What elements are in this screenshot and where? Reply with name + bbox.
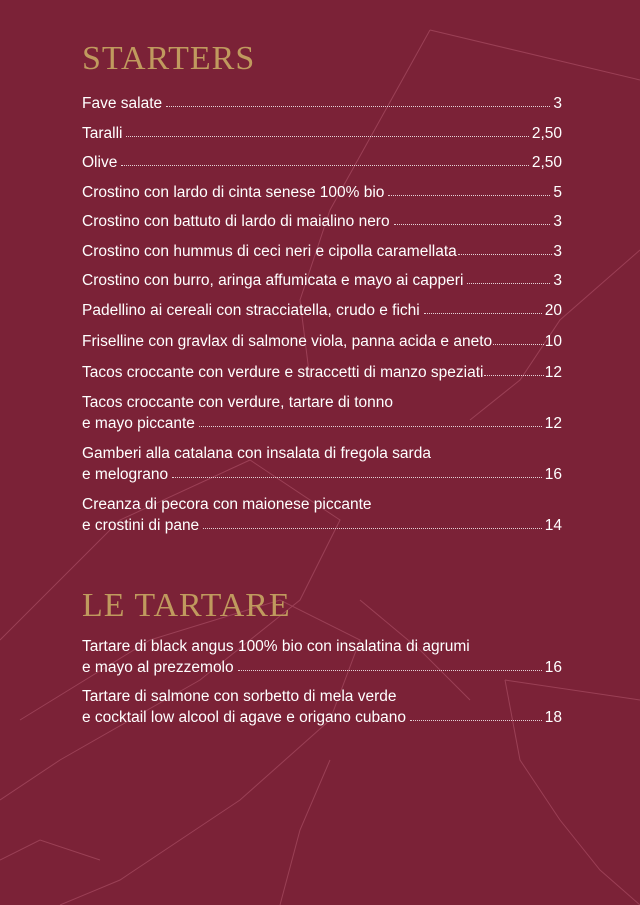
dot-leader	[388, 191, 550, 196]
dot-leader	[166, 102, 550, 107]
item-price: 16	[544, 466, 562, 483]
item-name: Tacos croccante con verdure e straccetti di manzo speziati	[82, 364, 484, 381]
item-name-line: Tartare di salmone con sorbetto di mela verde	[82, 688, 397, 705]
item-price: 12	[544, 364, 562, 381]
item-name: Friselline con gravlax di salmone viola, panna acida e aneto	[82, 333, 493, 350]
item-name: Fave salate	[82, 95, 163, 112]
item-price: 12	[544, 415, 562, 432]
tartare-heading: LE TARTARE	[82, 587, 291, 624]
dot-leader	[493, 340, 544, 345]
item-name: Olive	[82, 154, 118, 171]
item-name: Crostino con hummus di ceci neri e cipolla caramellata	[82, 243, 457, 260]
dot-leader	[203, 524, 542, 529]
menu-item	[82, 331, 562, 352]
dot-leader	[410, 716, 542, 721]
item-price: 3	[553, 272, 562, 289]
item-price: 20	[544, 302, 562, 319]
item-price: 10	[544, 333, 562, 350]
dot-leader	[126, 132, 528, 137]
item-price: 5	[553, 184, 562, 201]
item-price: 14	[544, 517, 562, 534]
dot-leader	[238, 666, 542, 671]
menu-item	[82, 182, 562, 203]
dot-leader	[199, 422, 542, 427]
item-price: 3	[553, 95, 562, 112]
menu-item	[82, 362, 562, 383]
dot-leader	[484, 371, 543, 376]
item-name-line: Creanza di pecora con maionese piccante	[82, 496, 372, 513]
item-price: 16	[544, 659, 562, 676]
item-name: e melograno	[82, 466, 169, 483]
menu-item	[82, 270, 562, 291]
item-name: Crostino con lardo di cinta senese 100% bio	[82, 184, 385, 201]
item-name: e cocktail low alcool di agave e origano cubano	[82, 709, 406, 726]
item-price: 18	[544, 709, 562, 726]
dot-leader	[458, 250, 553, 255]
item-price: 2,50	[531, 125, 562, 142]
dot-leader	[172, 473, 542, 478]
starters-heading: STARTERS	[82, 40, 256, 77]
menu-item	[82, 686, 562, 728]
dot-leader	[424, 309, 542, 314]
item-price: 3	[553, 213, 562, 230]
item-name: Padellino ai cereali con stracciatella, crudo e fichi	[82, 302, 420, 319]
menu-item	[82, 443, 562, 485]
menu-item	[82, 93, 562, 114]
item-name-line: Tacos croccante con verdure, tartare di tonno	[82, 394, 394, 411]
item-name: e mayo piccante	[82, 415, 195, 432]
menu-item	[82, 241, 562, 262]
menu-item	[82, 152, 562, 173]
item-price: 2,50	[531, 154, 562, 171]
menu-item	[82, 300, 562, 321]
menu-item	[82, 494, 562, 536]
dot-leader	[467, 279, 550, 284]
item-name-line: Gamberi alla catalana con insalata di fregola sarda	[82, 445, 431, 462]
menu-item	[82, 392, 562, 434]
dot-leader	[394, 220, 551, 225]
item-name: e crostini di pane	[82, 517, 200, 534]
item-name: e mayo al prezzemolo	[82, 659, 234, 676]
dot-leader	[121, 161, 529, 166]
item-name: Crostino con burro, aringa affumicata e mayo ai capperi	[82, 272, 464, 289]
item-name: Taralli	[82, 125, 123, 142]
menu-item	[82, 123, 562, 144]
item-name: Crostino con battuto di lardo di maialino nero	[82, 213, 390, 230]
menu-item	[82, 211, 562, 232]
item-name-line: Tartare di black angus 100% bio con insalatina di agrumi	[82, 638, 470, 655]
menu-item	[82, 636, 562, 678]
item-price: 3	[553, 243, 562, 260]
